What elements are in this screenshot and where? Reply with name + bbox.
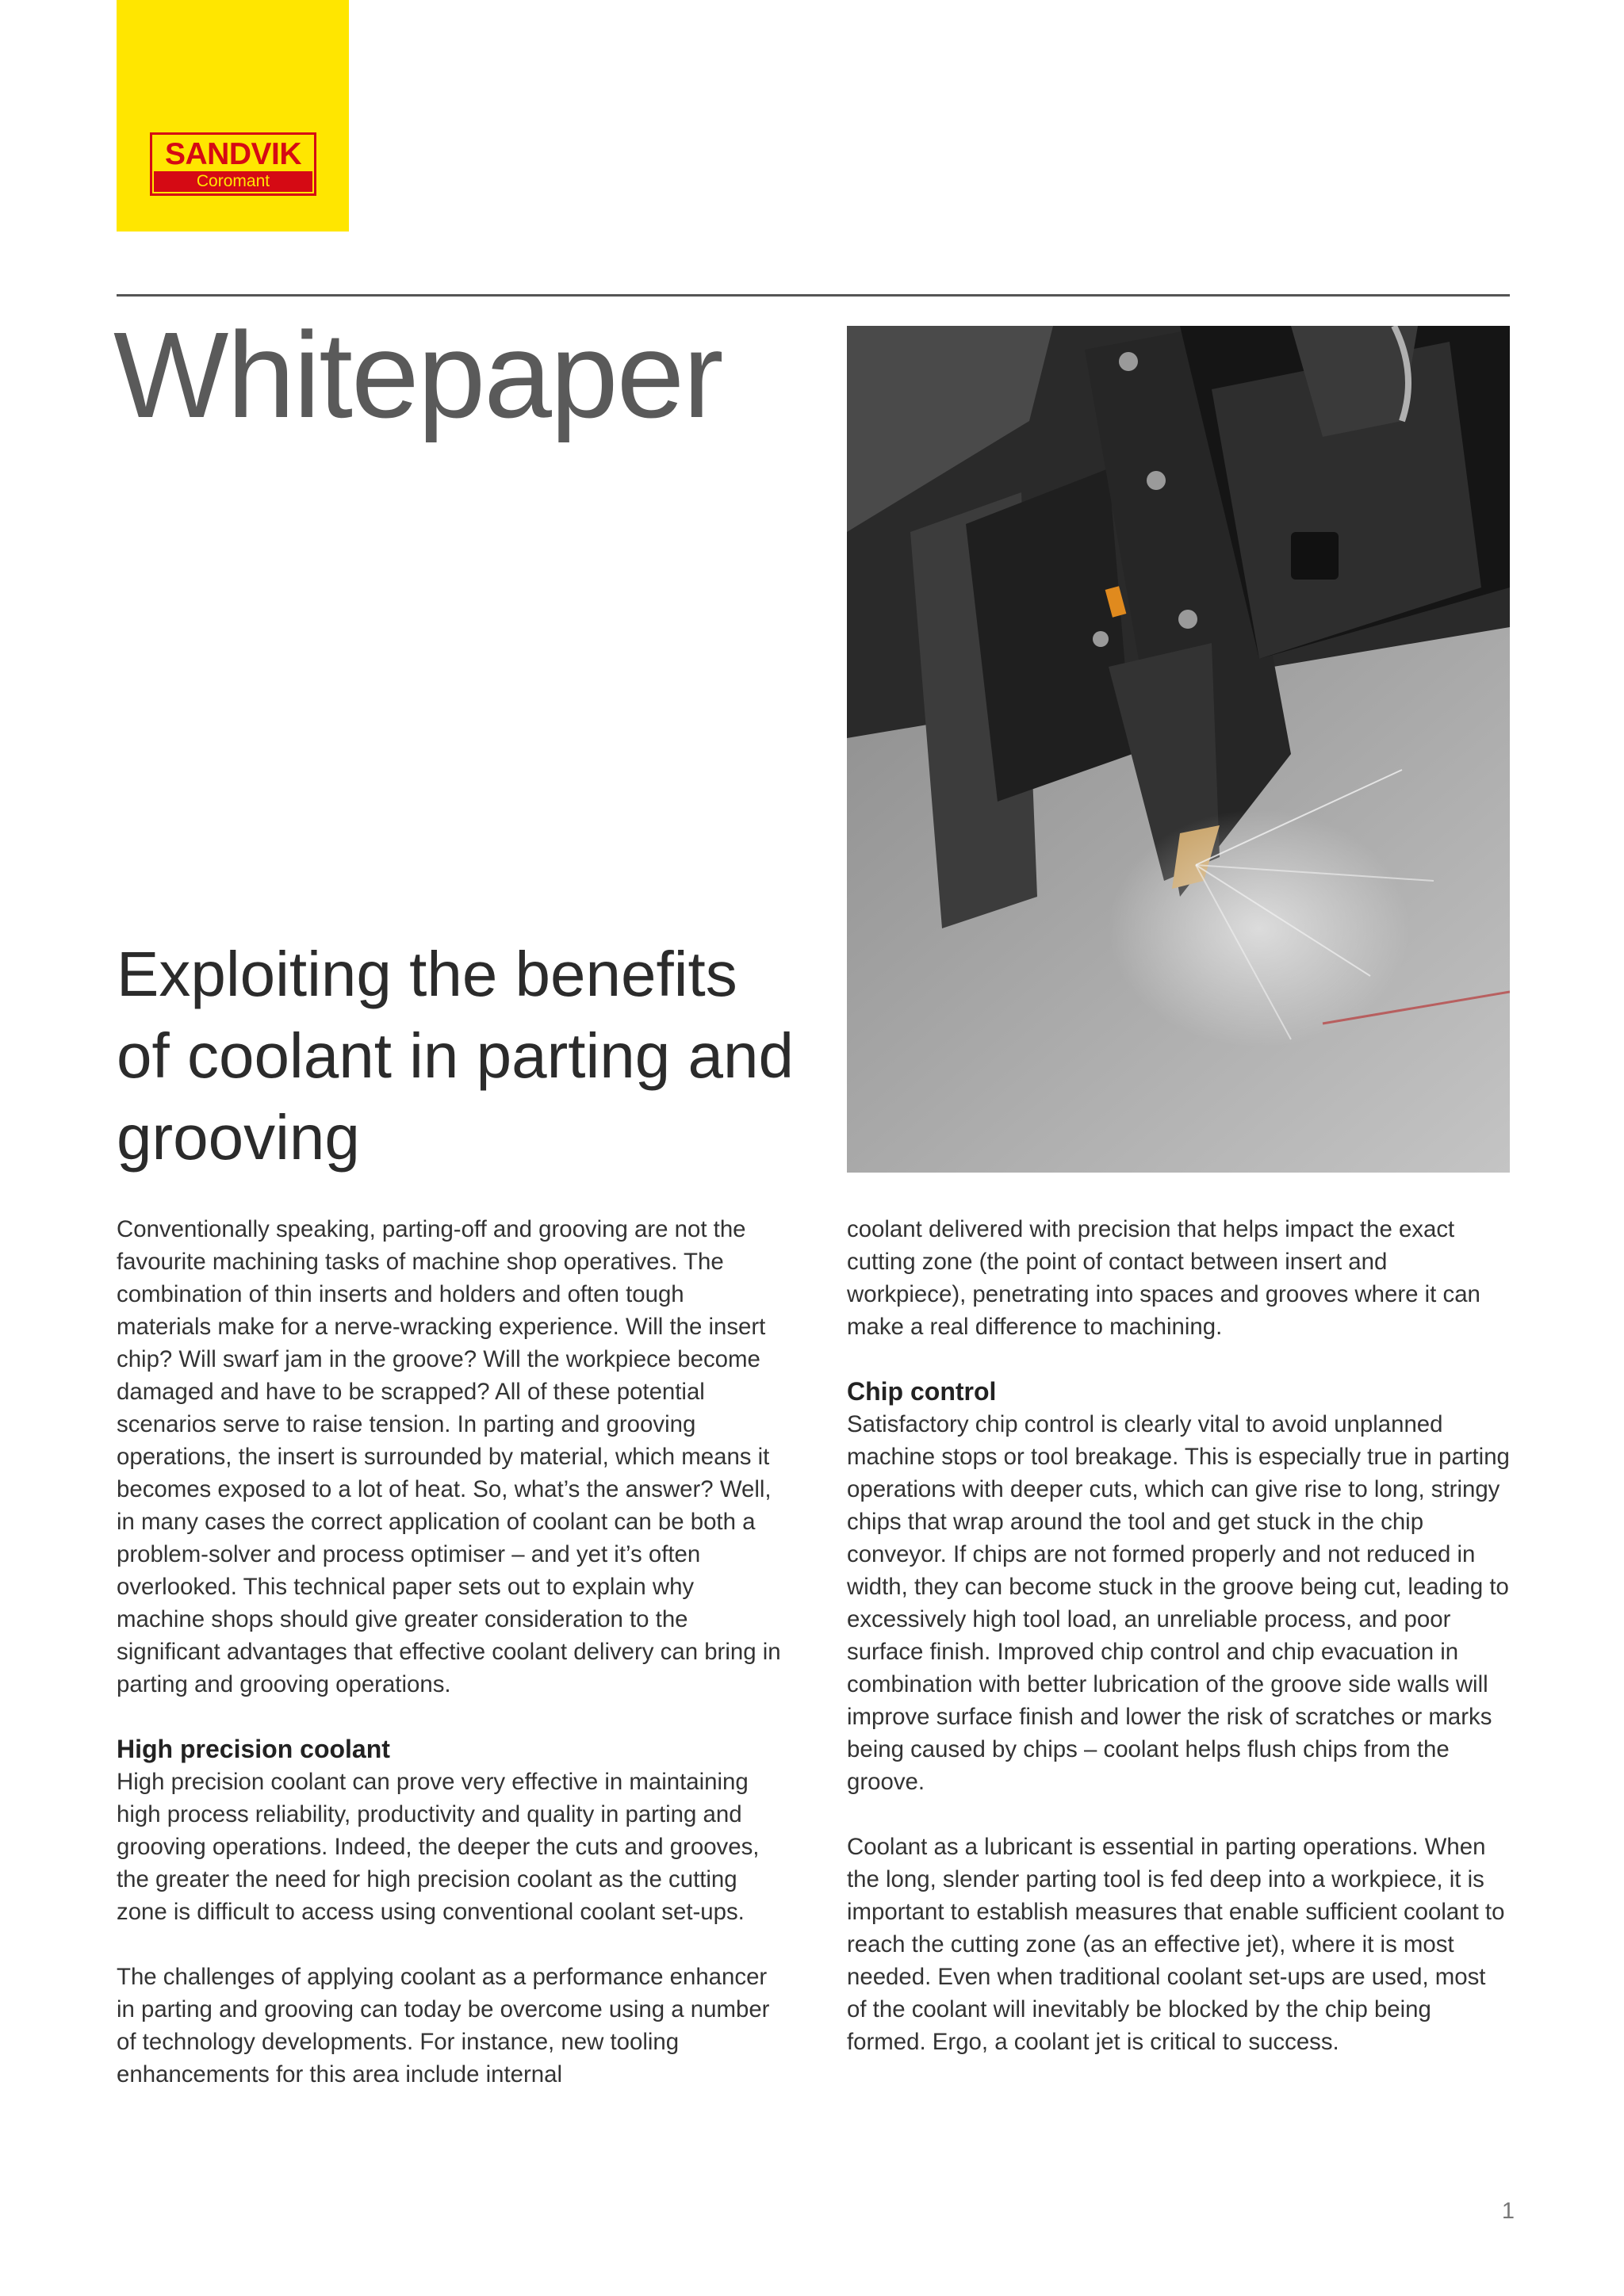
left-text-column xyxy=(117,1213,781,2123)
right-text-column xyxy=(847,1213,1511,2091)
brand-header-block xyxy=(117,0,349,232)
continuation-paragraph: coolant delivered with precision that helps impact the exact cutting zone (the point of contact between insert and workpiece), penetrating into spaces and grooves where it can make a real difference to machining. xyxy=(847,1216,1480,1340)
hero-photo xyxy=(847,326,1510,1173)
section-heading-chip-control: Chip control xyxy=(847,1377,997,1406)
top-divider xyxy=(117,294,1510,297)
body-paragraph: Coolant as a lubricant is essential in parting operations. When the long, slender parting tool is fed deep into a workpiece, it is important to establish measures that enable sufficient coolant to reach the cutting zone (as an effective jet), where it is most needed. Even when traditional coolant set-ups are used, most of the coolant will inevitably be blocked by the chip being formed. Ergo, a coolant jet is critical to success. xyxy=(847,1834,1505,2055)
machining-photo-illustration xyxy=(847,326,1510,1173)
intro-paragraph: Conventionally speaking, parting-off and grooving are not the favourite machining tasks of machine shop operatives. The combination of thin inserts and holders and often tough materials make for a nerve-wracking experience. Will the insert chip? Will swarf jam in the groove? Will the workpiece become damaged and have to be scrapped? All of these potential scenarios serve to raise tension. In parting and grooving operations, the insert is surrounded by material, which means it becomes exposed to a lot of heat. So, what’s the answer? Well, in many cases the correct application of coolant can be both a problem-solver and process optimiser – and yet it’s often overlooked. This technical paper sets out to explain why machine shops should give greater consideration to the significant advantages that effective coolant delivery can bring in parting and grooving operations. xyxy=(117,1216,781,1697)
logo-sub-name: Coromant xyxy=(154,171,312,192)
document-type-title: Whitepaper xyxy=(113,307,722,443)
sandvik-coromant-logo xyxy=(150,132,316,196)
logo-brand-name: SANDVIK xyxy=(164,137,302,171)
section-heading-high-precision-coolant: High precision coolant xyxy=(117,1735,390,1763)
article-headline: Exploiting the benefits of coolant in parting and grooving xyxy=(117,939,794,1173)
body-paragraph: Satisfactory chip control is clearly vital to avoid unplanned machine stops or tool breakage. This is especially true in parting operations with deeper cuts, which can give rise to long, stringy chips that wrap around the tool and get stuck in the chip conveyor. If chips are not formed properly and not reduced in width, they can become stuck in the groove being cut, leading to excessively high tool load, an unreliable process, and poor surface finish. Improved chip control and chip evacuation in combination with better lubrication of the groove side walls will improve surface finish and lower the risk of scratches or marks being caused by chips – coolant helps flush chips from the groove. xyxy=(847,1411,1510,1795)
body-paragraph: High precision coolant can prove very effective in maintaining high process reliability, productivity and quality in parting and grooving operations. Indeed, the deeper the cuts and grooves, the greater the need for high precision coolant as the cutting zone is difficult to access using conventional coolant set-ups. xyxy=(117,1769,760,1925)
body-paragraph: The challenges of applying coolant as a performance enhancer in parting and grooving can today be overcome using a number of technology developments. For instance, new tooling enhancements for this area include internal xyxy=(117,1964,770,2087)
page-number: 1 xyxy=(1501,2198,1515,2224)
